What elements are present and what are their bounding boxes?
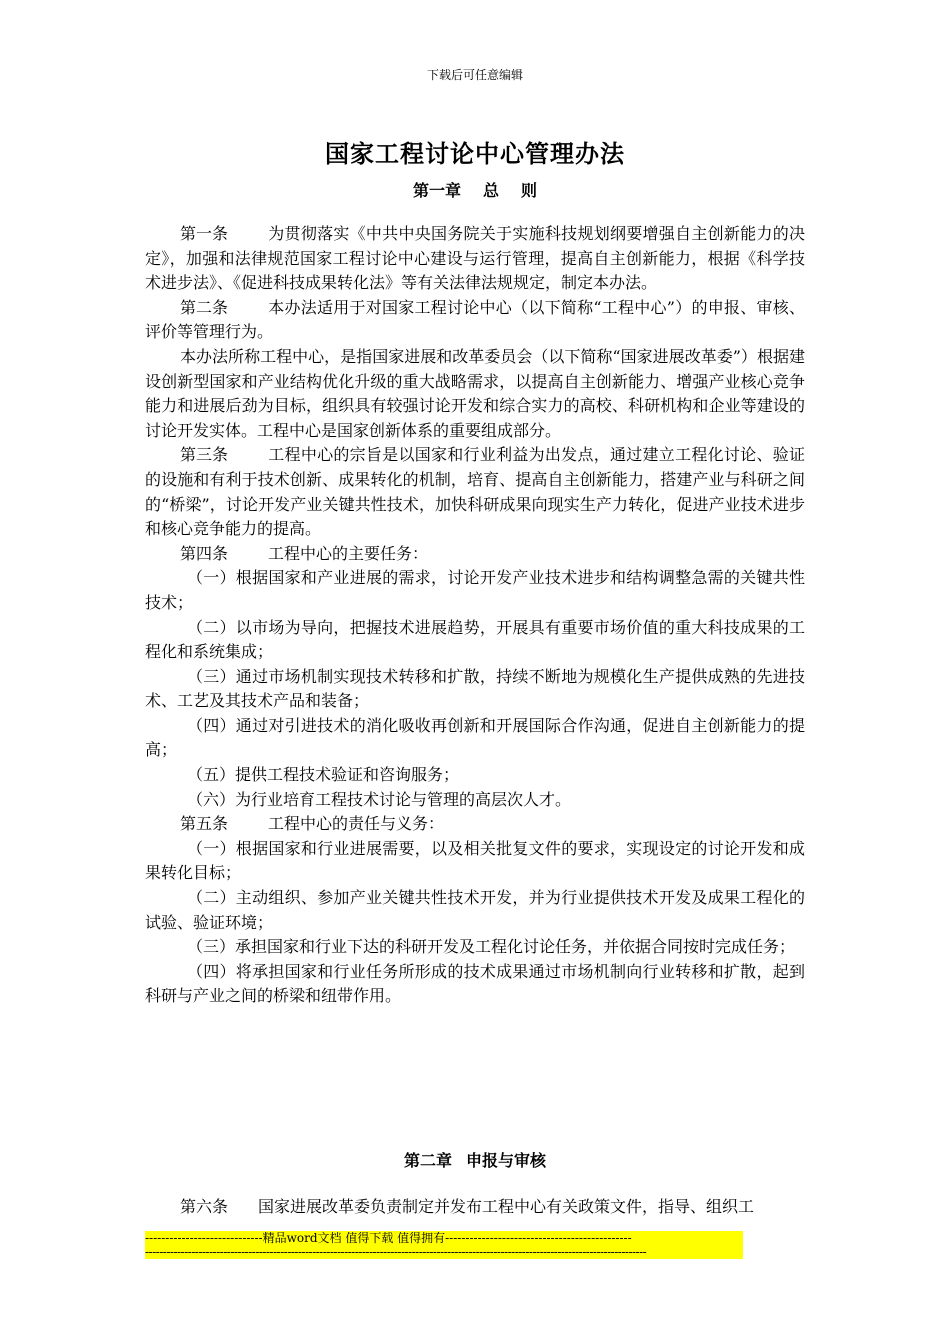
article-5 (145, 812, 805, 837)
article-5-label: 第五条 (180, 814, 229, 834)
highlighted-footer (145, 1231, 743, 1259)
article-5-item: （二）主动组织、参加产业关键共性技术开发，并为行业提供技术开发及成果工程化的试验、验证环境； (145, 888, 805, 932)
chapter-2-number: 第二章 (403, 1151, 452, 1170)
chapter-2-title: 申报与审核 (466, 1151, 547, 1170)
article-2 (145, 296, 805, 345)
article-4-item: （五）提供工程技术验证和咨询服务； (187, 765, 460, 785)
article-4-item: （三）通过市场机制实现技术转移和扩散，持续不断地为规模化生产提供成熟的先进技术、工艺及其技术产品和装备； (145, 666, 805, 711)
article-4-item: （一）根据国家和产业进展的需求，讨论开发产业技术进步和结构调整急需的关键共性技术； (145, 568, 805, 612)
page-header: 下载后可任意编辑 (426, 68, 523, 82)
article-1 (145, 222, 805, 296)
footer-promo-line: -----------------------------精品word文档 值得下载 值得拥有---------------------------------------------- (145, 1231, 632, 1245)
article-3-text: 工程中心的宗旨是以国家和行业利益为出发点，通过建立工程化讨论、验证的设施和有利于技术创新、成果转化的机制，培育、提高自主创新能力，搭建产业与科研之间的“桥梁”，讨论开发产业关键共性技术，加快科研成果向现实生产力转化，促进产业技术进步和核心竞争能力的提高。 (145, 445, 805, 539)
chapter-2-heading (0, 1148, 950, 1171)
chapter-1-body (145, 222, 805, 1009)
article-5-text: 工程中心的责任与义务： (268, 814, 445, 834)
chapter-1-title-b: 则 (521, 181, 538, 200)
article-5-item: （一）根据国家和行业进展需要，以及相关批复文件的要求，实现设定的讨论开发和成果转化目标； (145, 838, 805, 883)
article-4-item: （六）为行业培育工程技术讨论与管理的高层次人才。 (187, 789, 572, 809)
footer-dash-line: --------------------------------------------------------------------------------------------------------------------------------------------- (145, 1245, 647, 1259)
article-5-item: （四）将承担国家和行业任务所形成的技术成果通过市场机制向行业转移和扩散，起到科研与产业之间的桥梁和纽带作用。 (145, 961, 805, 1006)
document-title: 国家工程讨论中心管理办法 (325, 139, 625, 168)
chapter-1-number: 第一章 (412, 181, 461, 200)
article-3 (145, 443, 805, 541)
chapter-2-body (145, 1195, 805, 1220)
chapter-1-heading (0, 178, 950, 201)
article-4-item: （四）通过对引进技术的消化吸收再创新和开展国际合作沟通，促进自主创新能力的提高； (145, 715, 805, 760)
article-4-text: 工程中心的主要任务： (268, 543, 429, 563)
article-6-text: 国家进展改革委负责制定并发布工程中心有关政策文件，指导、组织工 (258, 1197, 755, 1216)
article-1-label: 第一条 (180, 224, 229, 243)
article-2-text: 本办法适用于对国家工程讨论中心（以下简称“工程中心”）的申报、审核、评价等管理行为。 (145, 297, 805, 342)
article-4-item: （二）以市场为导向，把握技术进展趋势，开展具有重要市场价值的重大科技成果的工程化和系统集成； (145, 617, 805, 662)
article-2-label: 第二条 (180, 297, 229, 317)
article-6 (145, 1195, 805, 1220)
article-3-label: 第三条 (180, 445, 229, 465)
article-5-item: （三）承担国家和行业下达的科研开发及工程化讨论任务，并依据合同按时完成任务； (187, 937, 796, 957)
article-6-label: 第六条 (180, 1197, 229, 1216)
article-2-paragraph: 本办法所称工程中心，是指国家进展和改革委员会（以下简称“国家进展改革委”）根据建设创新型国家和产业结构优化升级的重大战略需求，以提高自主创新能力、增强产业核心竞争能力和进展后劲为目标，组织具有较强讨论开发和综合实力的高校、科研机构和企业等建设的讨论开发实体。工程中心是国家创新体系的重要组成部分。 (145, 346, 805, 440)
chapter-1-title-a: 总 (482, 181, 499, 200)
article-1-text: 为贯彻落实《中共中央国务院关于实施科技规划纲要增强自主创新能力的决定》，加强和法律规范国家工程讨论中心建设与运行管理，提高自主创新能力，根据《科学技术进步法》、《促进科技成果转化法》等有关法律法规规定，制定本办法。 (145, 224, 805, 293)
article-4 (145, 542, 805, 567)
article-4-label: 第四条 (180, 543, 229, 563)
